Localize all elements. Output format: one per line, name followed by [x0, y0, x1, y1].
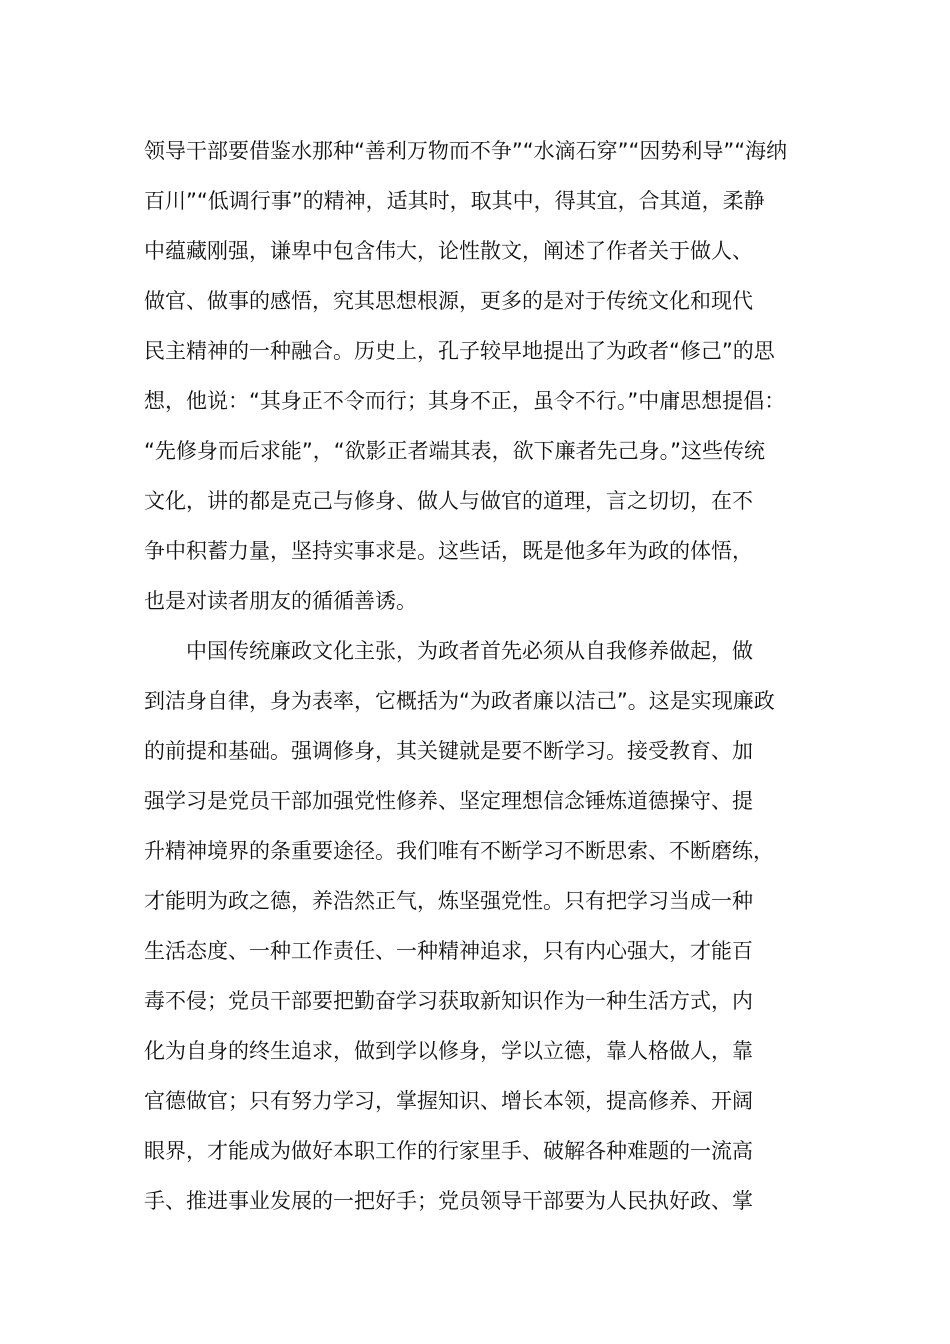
- text-line: 强学习是党员干部加强党性修养、坚定理想信念锤炼道德操守、提: [144, 789, 753, 813]
- text-line: 才能明为政之德，养浩然正气，炼坚强党性。只有把学习当成一种: [144, 889, 753, 913]
- text-line: 到洁身自律，身为表率，它概括为“为政者廉以洁己”。这是实现廉政: [144, 689, 775, 713]
- text-line: 民主精神的一种融合。历史上，孔子较早地提出了为政者“修己”的思: [144, 339, 775, 363]
- text-line: 化为自身的终生追求，做到学以修身，学以立德，靠人格做人，靠: [144, 1039, 753, 1063]
- text-line: 的前提和基础。强调修身，其关键就是要不断学习。接受教育、加: [144, 739, 753, 763]
- text-line: “先修身而后求能”，“欲影正者端其表，欲下廉者先己身。”这些传统: [144, 439, 766, 463]
- text-line: 眼界，才能成为做好本职工作的行家里手、破解各种难题的一流高: [144, 1139, 753, 1163]
- paragraph-first-line: 中国传统廉政文化主张，为政者首先必须从自我修养做起，做: [186, 639, 753, 663]
- text-line: 生活态度、一种工作责任、一种精神追求，只有内心强大，才能百: [144, 939, 753, 963]
- body-text: [144, 126, 844, 1226]
- text-line: 领导干部要借鉴水那种“善利万物而不争”“水滴石穿”“因势利导”“海纳: [144, 139, 788, 163]
- text-line: 手、推进事业发展的一把好手；党员领导干部要为人民执好政、掌: [144, 1189, 753, 1213]
- text-line: 争中积蓄力量，坚持实事求是。这些话，既是他多年为政的体悟，: [144, 539, 753, 563]
- text-line: 百川”“低调行事”的精神，适其时，取其中，得其宜，合其道，柔静: [144, 189, 765, 213]
- text-line: 做官、做事的感悟，究其思想根源，更多的是对于传统文化和现代: [144, 289, 753, 313]
- text-line: 毒不侵；党员干部要把勤奋学习获取新知识作为一种生活方式，内: [144, 989, 753, 1013]
- text-line: 升精神境界的条重要途径。我们唯有不断学习不断思索、不断磨练，: [144, 839, 774, 863]
- text-line: 文化，讲的都是克己与修身、做人与做官的道理，言之切切，在不: [144, 489, 753, 513]
- text-line: 想，他说：“其身正不令而行；其身不正，虽令不行。”中庸思想提倡：: [144, 389, 786, 413]
- text-line: 中蕴藏刚强，谦卑中包含伟大，论性散文，阐述了作者关于做人、: [144, 239, 753, 263]
- text-line: 官德做官；只有努力学习，掌握知识、增长本领，提高修养、开阔: [144, 1089, 753, 1113]
- text-line: 也是对读者朋友的循循善诱。: [144, 589, 417, 613]
